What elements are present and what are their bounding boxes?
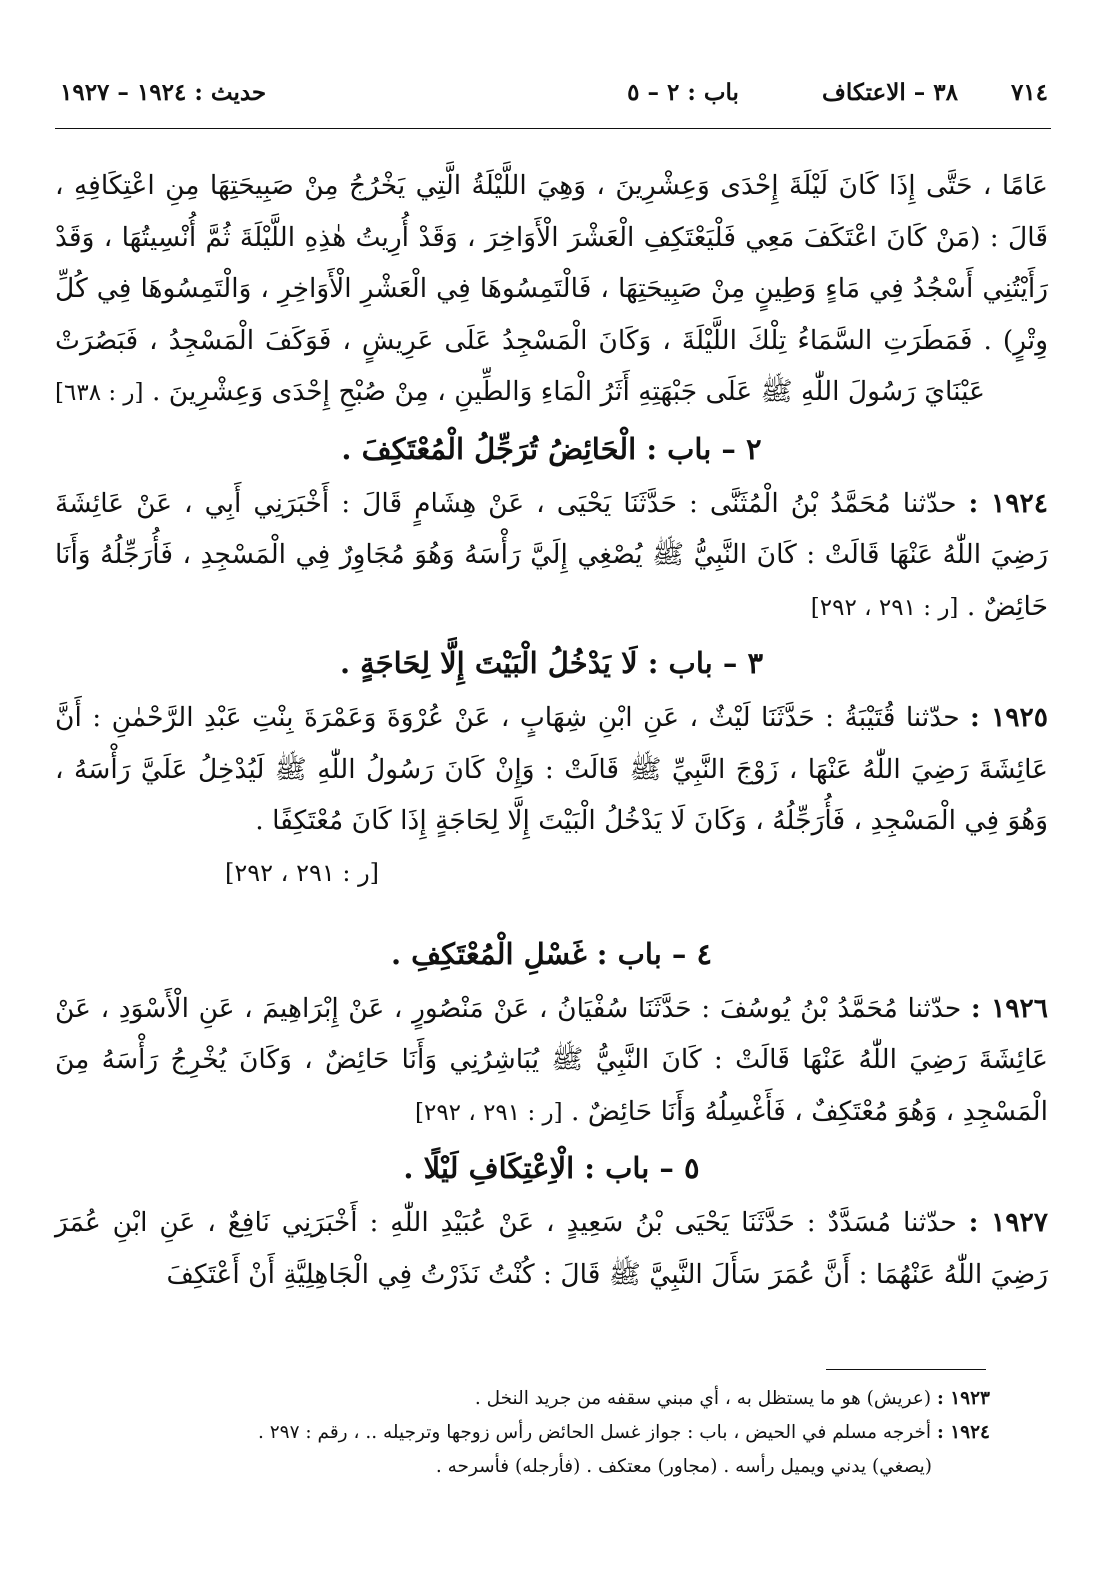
cross-reference: [ر : ٢٩١ ، ٢٩٢] [810,594,959,621]
hadith-text: حدّثنا مُحَمَّدُ بْنُ الْمُثَنَّى : حَدَّثَنَا يَحْيَى ، عَنْ هِشَامٍ قَالَ : أَخْبَرَنِي أَبِي ، عَنْ عَائِشَةَ رَضِيَ اللّٰهُ عَنْهَا قَالَتْ : كَانَ النَّبِيُّ ﷺ يُصْغِي إِلَيَّ رَأْسَهُ وَهُوَ مُجَاوِرٌ فِي الْمَسْجِدِ ، فَأُرَجِّلُهُ وَأَنَا حَائِضٌ . [55,487,1048,622]
page-number: ٧١٤ [1010,78,1048,106]
footnote-number: ١٩٢٣ : [936,1388,990,1409]
hadith-text: حدّثنا قُتَيْبَةُ : حَدَّثَنَا لَيْثٌ ، عَنِ ابْنِ شِهَابٍ ، عَنْ عُرْوَةَ وَعَمْرَةَ بِنْتِ عَبْدِ الرَّحْمٰنِ : أَنَّ عَائِشَةَ رَضِيَ اللّٰهُ عَنْهَا ، زَوْجَ النَّبِيِّ ﷺ قَالَتْ : وَإِنْ كَانَ رَسُولُ اللّٰهِ ﷺ لَيُدْخِلُ عَلَيَّ رَأْسَهُ ، وَهُوَ فِي الْمَسْجِدِ ، فَأُرَجِّلُهُ ، وَكَانَ لَا يَدْخُلُ الْبَيْتَ إِلَّا لِحَاجَةٍ إِذَا كَانَ مُعْتَكِفًا . [55,702,1048,836]
chapter-heading-3 [55,634,1048,692]
book-title: ٣٨ – الاعتكاف [822,78,958,106]
hadith-number: ١٩٢٥ : [970,702,1048,733]
footnote-divider [826,1369,986,1370]
chapter-title: الْاِعْتِكَافِ لَيْلًا . [403,1151,575,1185]
hadith-text: حدّثنا مُسَدَّدٌ : حَدَّثَنَا يَحْيَى بْنُ سَعِيدٍ ، عَنْ عُبَيْدِ اللّٰهِ : أَخْبَرَنِي نَافِعٌ ، عَنِ ابْنِ عُمَرَ رَضِيَ اللّٰهُ عَنْهُمَا : أَنَّ عُمَرَ سَأَلَ النَّبِيَّ ﷺ قَالَ : كُنْتُ نَذَرْتُ فِي الْجَاهِلِيَّةِ أَنْ أَعْتَكِفَ [55,1207,1048,1290]
hadith-number: ١٩٢٧ : [968,1207,1048,1238]
chapter-number: ٤ – باب : [596,936,713,971]
footnote-number: ١٩٢٤ : [936,1422,990,1443]
spacer [55,899,1048,925]
cross-reference: [ر : ٦٣٨] [55,380,144,406]
hadith-1923-continuation [55,160,1048,420]
hadith-text: حدّثنا مُحَمَّدُ بْنُ يُوسُفَ : حَدَّثَنَا سُفْيَانُ ، عَنْ مَنْصُورٍ ، عَنْ إِبْرَاهِيمَ ، عَنِ الْأَسْوَدِ ، عَنْ عَائِشَةَ رَضِيَ اللّٰهُ عَنْهَا قَالَتْ : كَانَ النَّبِيُّ ﷺ يُبَاشِرُنِي وَأَنَا حَائِضٌ ، وَكَانَ يُخْرِجُ رَأْسَهُ مِنَ الْمَسْجِدِ ، وَهُوَ مُعْتَكِفٌ ، فَأَغْسِلُهُ وَأَنَا حَائِضٌ . [55,992,1048,1127]
chapter-number: ٢ – باب : [646,431,762,466]
header-divider [55,128,1051,129]
footnote-text: (يصغي) يدني ويميل رأسه . (مجاور) معتكف . (فأرجله) فأسرحه . [435,1456,932,1477]
cross-reference: [ر : ٢٩١ ، ٢٩٢] [225,858,380,887]
hadith-text: عَامًا ، حَتَّى إِذَا كَانَ لَيْلَةَ إِحْدَى وَعِشْرِينَ ، وَهِيَ اللَّيْلَةُ الَّتِي يَخْرُجُ مِنْ صَبِيحَتِهَا مِنِ اعْتِكَافِهِ ، قَالَ : (مَنْ كَانَ اعْتَكَفَ مَعِي فَلْيَعْتَكِفِ الْعَشْرَ الْأَوَاخِرَ ، وَقَدْ أُرِيتُ هٰذِهِ اللَّيْلَةَ ثُمَّ أُنْسِيتُهَا ، وَقَدْ رَأَيْتُنِي أَسْجُدُ فِي مَاءٍ وَطِينٍ مِنْ صَبِيحَتِهَا ، فَالْتَمِسُوهَا فِي الْعَشْرِ الْأَوَاخِرِ ، وَالْتَمِسُوهَا فِي كُلِّ وِتْرٍ) . فَمَطَرَتِ السَّمَاءُ تِلْكَ اللَّيْلَةَ ، وَكَانَ الْمَسْجِدُ عَلَى عَرِيشٍ ، فَوَكَفَ الْمَسْجِدُ ، فَبَصُرَتْ عَيْنَايَ رَسُولَ اللّٰهِ ﷺ عَلَى جَبْهَتِهِ أَثَرُ الْمَاءِ وَالطِّينِ ، مِنْ صُبْحِ إِحْدَى وَعِشْرِينَ . [55,170,1048,407]
footnote [60,1450,990,1484]
chapter-number: ٣ – باب : [647,646,764,680]
chapter-title: غَسْلِ الْمُعْتَكِفِ . [390,936,587,971]
chapter-title: الْحَائِضُ تُرَجِّلُ الْمُعْتَكِفَ . [341,431,637,466]
chapter-heading-4 [55,925,1048,983]
hadith-1926 [55,983,1048,1140]
chapter-number: ٥ – باب : [584,1151,700,1185]
running-header [60,70,1048,114]
hadith-range: حديث : ١٩٢٤ – ١٩٢٧ [60,78,267,106]
footnote-text: (عريش) هو ما يستظل به ، أي مبني سقفه من جريد النخل . [474,1388,932,1409]
footnote-text: أخرجه مسلم في الحيض ، باب : جواز غسل الحائض رأس زوجها وترجيله .. ، رقم : ٢٩٧ . [257,1422,932,1443]
hadith-number: ١٩٢٦ : [970,992,1048,1024]
hadith-number: ١٩٢٤ : [968,487,1048,519]
chapter-heading-2 [55,420,1048,478]
hadith-1924 [55,478,1048,635]
hadith-1927 [55,1197,1048,1300]
chapter-heading-5 [55,1139,1048,1197]
footnote [60,1382,990,1416]
footnote [60,1416,990,1450]
chapters-range: باب : ٢ – ٥ [627,78,739,106]
footnotes [60,1382,990,1484]
cross-reference: [ر : ٢٩١ ، ٢٩٢] [414,1099,563,1126]
chapter-title: لَا يَدْخُلُ الْبَيْتَ إِلَّا لِحَاجَةٍ . [339,646,638,680]
main-text [55,160,1048,1300]
hadith-1925 [55,692,1048,847]
